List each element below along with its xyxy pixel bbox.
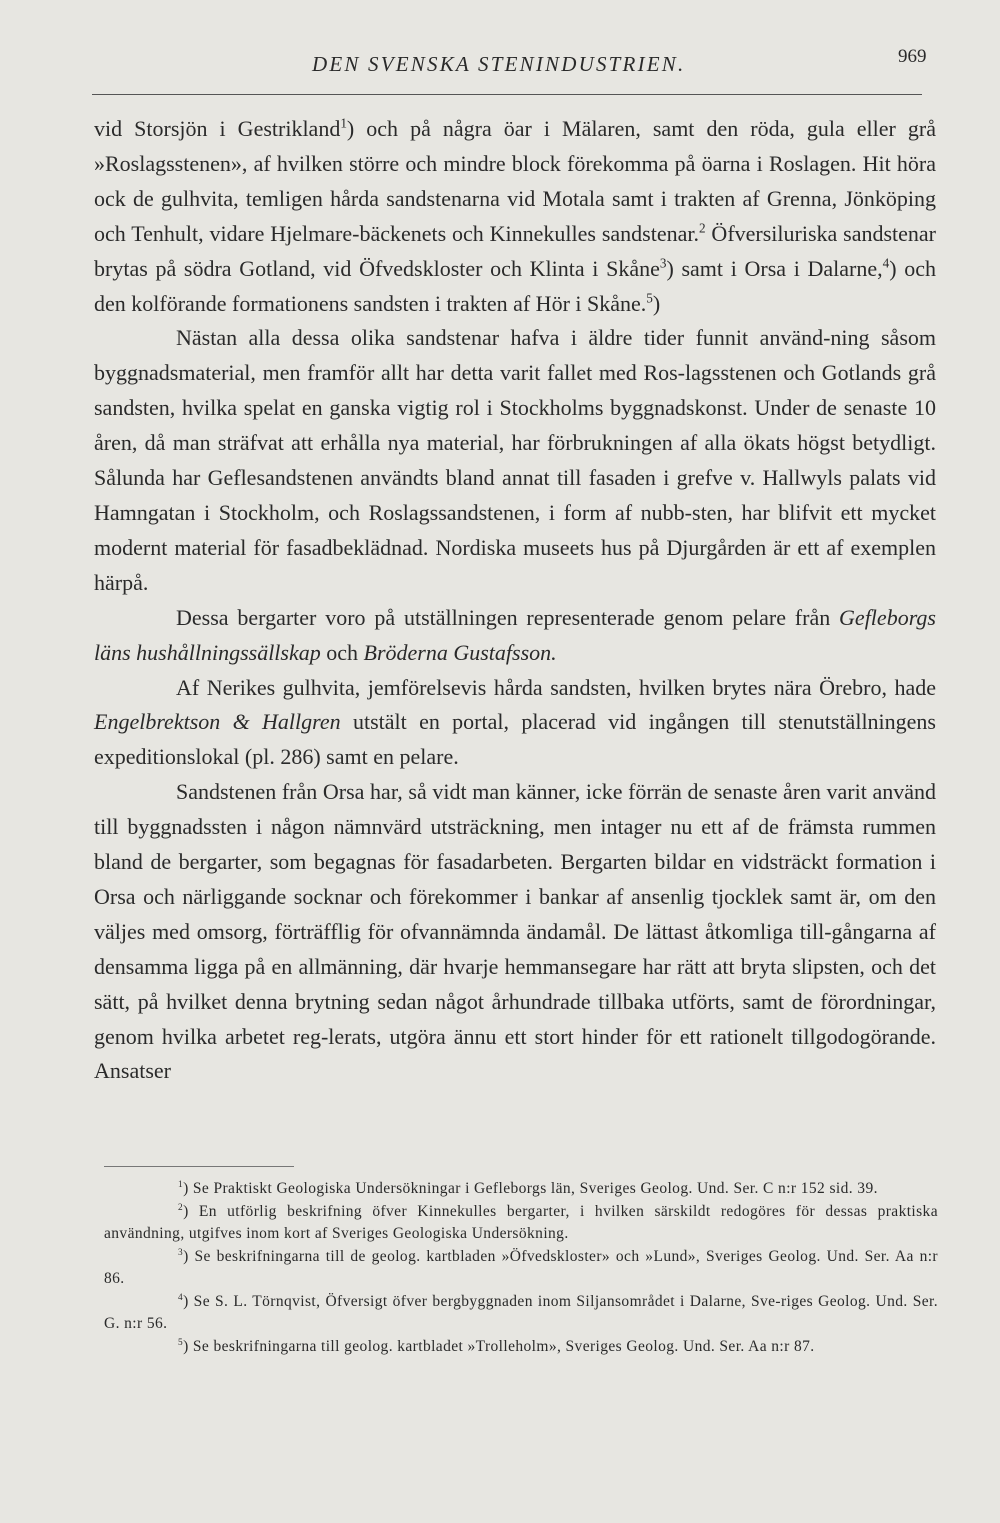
running-head [0,40,1000,90]
paragraph-3-text-a: Dessa bergarter voro på utställningen representerade genom pelare från [176,604,840,630]
paragraph-4 [94,671,936,776]
footnote-4-mark: 4 [178,1292,184,1303]
footnote-ref-3: 3 [659,255,667,271]
paragraph-3-text-b: och [320,639,364,665]
running-title: DEN SVENSKA STENINDUSTRIEN. [312,52,686,76]
footnote-5-mark: 5 [178,1337,184,1348]
footnote-ref-2: 2 [698,220,706,236]
paragraph-1-text-f: ) [652,290,661,316]
paragraph-4-italic: Engelbrektson & Hallgren [94,709,341,735]
header-rule [92,94,922,95]
footnote-4-text: ) Se S. L. Törnqvist, Öfversigt öfver bergbyggnaden inom Siljansområdet i Dalarne, Sve-riges Geolog. Und. Ser. G. n:r 56. [104,1292,938,1332]
footnote-rule [104,1166,294,1167]
footnote-3 [104,1246,938,1291]
footnote-1 [104,1178,938,1201]
paragraph-1-text-e: ) och den kolförande formationens sandsten i trakten af Hör i Skåne. [94,255,937,316]
footnote-1-text: ) Se Praktiskt Geologiska Undersökningar i Gefleborgs län, Sveriges Geolog. Und. Ser. C n:r 152 sid. 39. [183,1180,878,1197]
footnote-5 [104,1336,938,1359]
footnote-2 [104,1201,938,1246]
footnote-3-mark: 3 [178,1247,184,1258]
paragraph-1-text-b: ) och på några öar i Mälaren, samt den röda, gula eller grå »Roslagsstenen», af hvilken större och mindre block förekomma på öarna i Roslagen. Hit höra ock de gulhvita, temligen hårda sandstenarna vid Motala samt i trakten af Grenna, Jönköping och Tenhult, vidare Hjelmare-bäckenets och Kinnekulles sandstenar. [94,116,936,246]
paragraph-1 [94,112,936,321]
paragraph-1-text-c: Öfversiluriska sandstenar brytas på södra Gotland, vid Öfvedskloster och Klinta i Skåne [94,220,936,281]
paragraph-5: Sandstenen från Orsa har, så vidt man känner, icke förrän de senaste åren varit använd till byggnadssten i någon nämnvärd utsträckning, men intager nu ett af de främsta rummen bland de bergarter, som begagnas för fasadarbeten. Bergarten bildar en vidsträckt formation i Orsa och närliggande socknar och förekommer i bankar af ansenlig tjocklek samt är, om den väljes med omsorg, förträfflig för ofvannämnda ändamål. De lättast åtkomliga till-gångarna af densamma ligga på en allmänning, där hvarje hemmansegare har rätt att bryta slipsten, och det sätt, på hvilket denna brytning sedan något århundrade tillbaka utförts, samt de förordningar, genom hvilka arbetet reg-lerats, utgöra ännu ett stort hinder för ett rationelt tillgodogörande. Ansatser [94,779,936,1084]
footnote-ref-4: 4 [882,255,890,271]
footnote-ref-1: 1 [340,115,347,131]
footnote-2-mark: 2 [178,1202,184,1213]
page-number: 969 [898,46,927,67]
paragraph-4-text-b: utstält en portal, placerad vid ingången till stenutställningens expeditionslokal (pl. 286) samt en pelare. [94,709,936,770]
paragraph-3-italic-2: Bröderna Gustafsson. [363,639,557,665]
paragraph-1-text-a: vid Storsjön i Gestrikland [94,116,341,141]
paragraph-4-text-a: Af Nerikes gulhvita, jemförelsevis hårda sandsten, hvilken brytes nära Örebro, hade [176,674,936,700]
body-text [94,112,936,1089]
footnote-1-mark: 1 [178,1179,184,1190]
paragraph-2: Nästan alla dessa olika sandstenar hafva i äldre tider funnit använd-ning såsom byggnadsmaterial, men framför allt har detta varit fallet med Ros-lagsstenen och Gotlands grå sandsten, hvilka spelat en ganska vigtig rol i Stockholms byggnadskonst. Under de senaste 10 åren, då man sträfvat att erhålla nya material, har förbrukningen af alla ökats högst betydligt. Sålunda har Geflesandstenen användts bland annat till fasaden i grefve v. Hallwyls palats vid Hamngatan i Stockholm, och Roslagssandstenen, i form af nubb-sten, har blifvit ett mycket modernt material för fasadbeklädnad. Nordiska museets hus på Djurgården är ett af exemplen härpå. [94,325,936,595]
paragraph-3 [94,601,936,671]
footnote-5-text: ) Se beskrifningarna till geolog. kartbladet »Trolleholm», Sveriges Geolog. Und. Ser. Aa n:r 87. [183,1337,815,1355]
footnote-4 [104,1291,938,1336]
paragraph-1-text-d: ) samt i Orsa i Dalarne, [666,255,883,281]
paragraph-3-italic-1: Gefleborgs läns hushållningssällskap [94,604,936,665]
footnote-2-text: ) En utförlig beskrifning öfver Kinnekulles bergarter, i hvilken särskildt redogöres för dessas praktiska användning, utgifves inom kort af Sveriges Geologiska Undersökning. [104,1202,938,1242]
footnotes [104,1178,938,1358]
footnote-3-text: ) Se beskrifningarna till de geolog. kartbladen »Öfvedskloster» och »Lund», Sveriges Geolog. Und. Ser. Aa n:r 86. [104,1247,938,1287]
footnote-ref-5: 5 [646,290,653,306]
